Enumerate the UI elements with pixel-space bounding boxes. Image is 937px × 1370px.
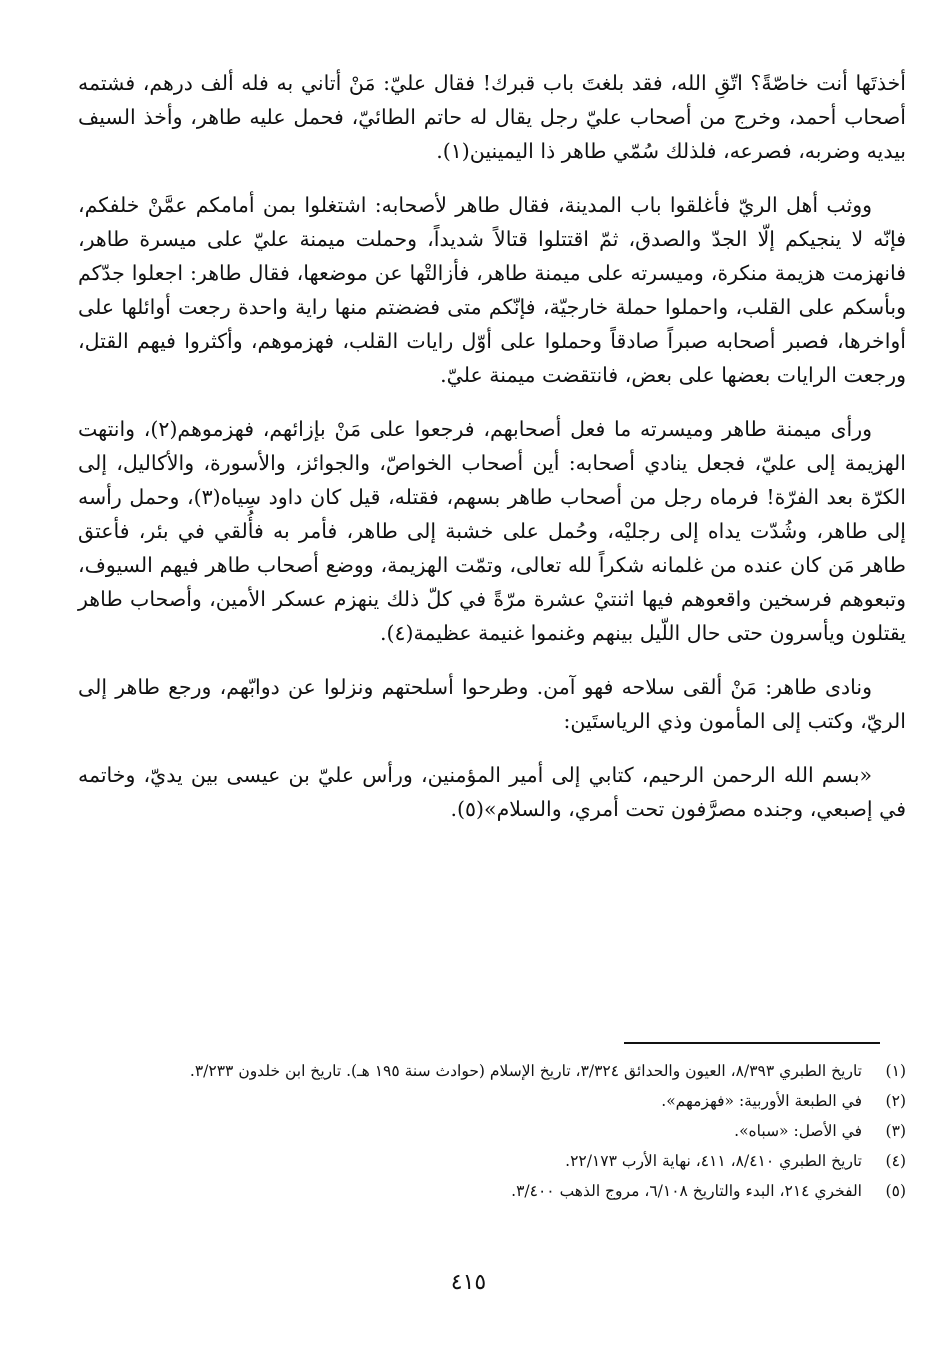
page-number: ٤١٥ (450, 1270, 487, 1295)
main-text (78, 66, 906, 846)
footnote-text: في الأصل: «سباه». (734, 1122, 862, 1140)
footnote-number: (١) (885, 1062, 906, 1080)
paragraph-4: ونادى طاهر: مَنْ ألقى سلاحه فهو آمن. وطرحوا أسلحتهم ونزلوا عن دوابّهم، ورجع طاهر إلى الريّ، وكتب إلى المأمون وذي الرياستَين: (78, 675, 906, 733)
paragraph-5: «بسم الله الرحمن الرحيم، كتابي إلى أمير المؤمنين، ورأس عليّ بن عيسى بين يديّ، وخاتمه في إصبعي، وجنده مصرَّفون تحت أمري، والسلام»(٥). (78, 763, 906, 821)
footnote-number: (٤) (885, 1152, 906, 1170)
footnote-2 (78, 1088, 906, 1114)
footnote-text: الفخري ٢١٤، البدء والتاريخ ٦/١٠٨، مروج الذهب ٣/٤٠٠. (511, 1182, 862, 1200)
footnote-number: (٣) (885, 1122, 906, 1140)
footnote-3 (78, 1118, 906, 1144)
footnote-divider (624, 1042, 880, 1044)
footnote-number: (٢) (885, 1092, 906, 1110)
paragraph-2: ووثب أهل الريّ فأغلقوا باب المدينة، فقال طاهر لأصحابه: اشتغلوا بمن أمامكم عمَّنْ خلفكم، فإنّه لا ينجيكم إلّا الجدّ والصدق، ثمّ اقتتلوا قتالاً شديداً، وحملت ميمنة عليّ على ميسرة طاهر، فانهزمت هزيمة منكرة، وميسرته على ميمنة طاهر، فأزالتْها عن موضعها، فقال طاهر: اجعلوا جدّكم وبأسكم على القلب، واحملوا حملة خارجيّة، فإنّكم متى فضضتم منها راية واحدة رجعت أوائلها على أواخرها، فصبر أصحابه صبراً صادقاً وحملوا على أوّل رايات القلب، فهزموهم، وأكثروا فيهم القتل، ورجعت الرايات بعضها على بعض، فانتقضت ميمنة عليّ. (78, 193, 906, 387)
footnote-text: تاريخ الطبري ٨/٣٩٣، العيون والحدائق ٣/٣٢٤، تاريخ الإسلام (حوادث سنة ١٩٥ هـ). تاريخ ابن خلدون ٣/٢٣٣. (189, 1062, 862, 1080)
paragraph-1: أخذتَها أنت خاصّةً؟ اتّقِ الله، فقد بلغتَ باب قبرك! فقال عليّ: مَنْ أتاني به فله ألف درهم، فشتمه أصحاب أحمد، وخرج من أصحاب عليّ رجل يقال له حاتم الطائيّ، فحمل عليه طاهر، وأخذ السيف بيديه وضربه، فصرعه، فلذلك سُمّي طاهر ذا اليمينين(١). (78, 71, 906, 163)
footnote-4 (78, 1148, 906, 1174)
footnote-text: في الطبعة الأوربية: «فهزمهم». (661, 1092, 862, 1110)
footnote-5 (78, 1178, 906, 1204)
footnote-1 (78, 1058, 906, 1084)
footnote-text: تاريخ الطبري ٨/٤١٠، ٤١١، نهاية الأرب ٢٢/١٧٣. (565, 1152, 862, 1170)
paragraph-3: ورأى ميمنة طاهر وميسرته ما فعل أصحابهم، فرجعوا على مَنْ بإزائهم، فهزموهم(٢)، وانتهت الهزيمة إلى عليّ، فجعل ينادي أصحابه: أين أصحاب الخواصّ، والجوائز، والأسورة، والأكاليل، إلى الكرّة بعد الفرّة! فرماه رجل من أصحاب طاهر بسهم، فقتله، قيل كان داود سِياه(٣)، وحمل رأسه إلى طاهر، وشُدّت يداه إلى رجليْه، وحُمل على خشبة إلى طاهر، فأمر به فأُلقي في بئر، فأعتق طاهر مَن كان عنده من غلمانه شكراً لله تعالى، وتمّت الهزيمة، ووضع أصحاب طاهر فيهم السيوف، وتبعوهم فرسخين واقعوهم فيها اثنتيْ عشرة مرّةً في كلّ ذلك ينهزم عسكر الأمين، وأصحاب طاهر يقتلون ويأسرون حتى حال اللّيل بينهم وغنموا غنيمة عظيمة(٤). (78, 417, 906, 645)
footnotes (78, 1058, 906, 1208)
footnote-number: (٥) (885, 1182, 906, 1200)
